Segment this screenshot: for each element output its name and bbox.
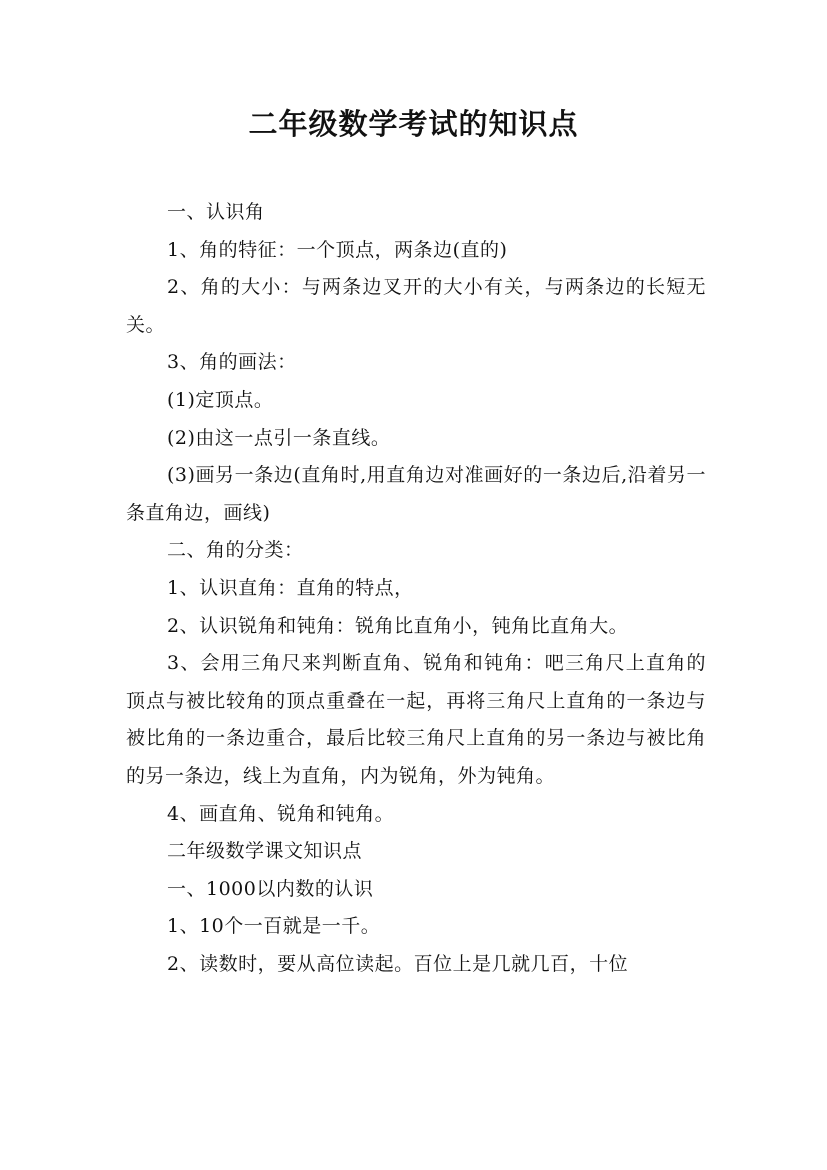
document-body <box>126 194 706 983</box>
paragraph-thousand: 1、10个一百就是一千。 <box>167 915 381 938</box>
paragraph-right-angle: 1、认识直角：直角的特点， <box>167 576 414 599</box>
paragraph-drawing-step-3: (3)画另一条边(直角时,用直角边对准画好的一条边后,沿着另一条直角边，画线) <box>126 464 706 524</box>
document-title: 二年级数学考试的知识点 <box>248 107 579 141</box>
paragraph-draw-angles: 4、画直角、锐角和钝角。 <box>167 802 395 825</box>
paragraph-reading-numbers: 2、读数时，要从高位读起。百位上是几就几百，十位 <box>167 952 629 975</box>
paragraph-textbook-heading: 二年级数学课文知识点 <box>167 840 363 863</box>
paragraph-acute-obtuse: 2、认识锐角和钝角：锐角比直角小，钝角比直角大。 <box>167 614 629 637</box>
paragraph-angle-drawing: 3、角的画法： <box>167 351 297 374</box>
paragraph-drawing-step-2: (2)由这一点引一条直线。 <box>167 426 391 449</box>
paragraph-angle-features: 1、角的特征：一个顶点，两条边(直的) <box>167 238 508 261</box>
paragraph-section-1-heading: 一、认识角 <box>167 201 265 223</box>
paragraph-numbers-heading: 一、1000以内数的认识 <box>167 877 374 900</box>
paragraph-section-2-heading: 二、角的分类： <box>167 539 304 562</box>
paragraph-set-square-method: 3、会用三角尺来判断直角、锐角和钝角：吧三角尺上直角的顶点与被比较角的顶点重叠在一起，再将三角尺上直角的一条边与被比角的一条边重合，最后比较三角尺上直角的另一条边与被比角的另一条边，线上为直角，内为锐角，外为钝角。 <box>126 652 706 787</box>
paragraph-drawing-step-1: (1)定顶点。 <box>167 388 274 411</box>
paragraph-angle-size: 2、角的大小：与两条边叉开的大小有关，与两条边的长短无关。 <box>126 276 706 336</box>
